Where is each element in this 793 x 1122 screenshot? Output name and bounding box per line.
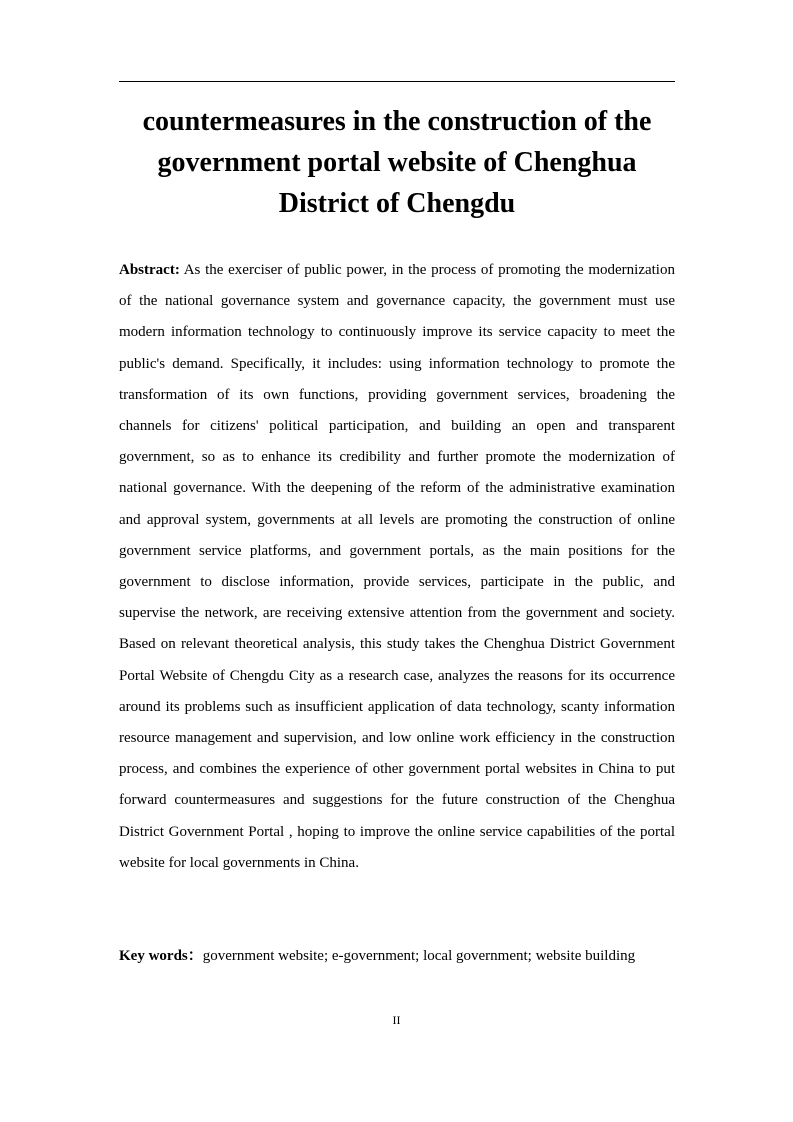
page-number: II — [392, 1013, 401, 1027]
abstract-label: Abstract: — [119, 262, 180, 278]
keywords-label: Key words： — [119, 948, 203, 964]
abstract-text: As the exerciser of public power, in the process of promoting the modernization of the national governance system and governance capacity, the government must use modern information technology to continuously improve its service capacity to meet the public's demand. Specifically, it includes: using information technology to promote the transformation of its own functions, providing government services, broadening the channels for citizens' political participation, and building an open and transparent government, so as to enhance its credibility and further promote the modernization of national governance. With the deepening of the reform of the administrative examination and approval system, governments at all levels are promoting the construction of online government service platforms, and government portals, as the main positions for the government to disclose information, provide services, participate in the public, and supervise the network, are receiving extensive attention from the government and society. Based on relevant theoretical analysis, this study takes the Chenghua District Government Portal Website of Chengdu City as a research case, analyzes the reasons for its occurrence around its problems such as insufficient application of data technology, scanty information resource management and supervision, and low online work efficiency in the construction process, and combines the experience of other government portal websites in China to put forward countermeasures and suggestions for the future construction of the Chenghua District Government Portal , hoping to improve the online service capabilities of the portal website for local governments in China. — [119, 262, 675, 871]
keywords-line — [119, 941, 675, 972]
header-rule — [119, 81, 675, 82]
keywords-text: government website; e-government; local government; website building — [202, 948, 636, 964]
abstract-paragraph — [119, 255, 675, 879]
paper-title: countermeasures in the construction of the government portal website of Chenghua District of Chengdu — [142, 106, 652, 219]
